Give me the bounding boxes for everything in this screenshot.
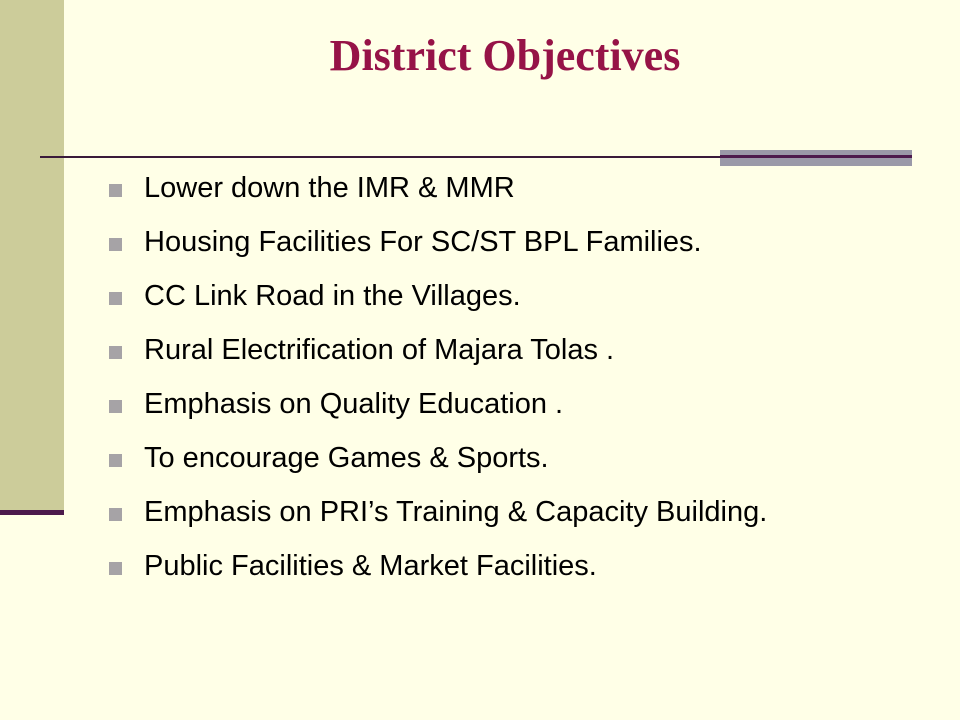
title-divider — [40, 156, 720, 158]
side-decoration-line — [0, 510, 64, 515]
list-item — [108, 226, 938, 259]
square-bullet-icon — [109, 292, 122, 305]
slide-title: District Objectives — [329, 31, 681, 80]
list-item — [108, 280, 938, 313]
list-item — [108, 172, 938, 205]
list-item — [108, 388, 938, 421]
list-item-text: CC Link Road in the Villages. — [144, 280, 521, 312]
list-item — [108, 334, 938, 367]
square-bullet-icon — [109, 508, 122, 521]
square-bullet-icon — [109, 184, 122, 197]
title-divider-accent-line — [720, 155, 912, 158]
square-bullet-icon — [109, 346, 122, 359]
list-item — [108, 550, 938, 583]
objectives-list — [108, 172, 938, 604]
square-bullet-icon — [109, 238, 122, 251]
title-divider-accent — [720, 150, 912, 166]
list-item-text: Public Facilities & Market Facilities. — [144, 550, 597, 582]
square-bullet-icon — [109, 562, 122, 575]
list-item-text: Lower down the IMR & MMR — [144, 172, 515, 204]
list-item — [108, 442, 938, 475]
list-item-text: To encourage Games & Sports. — [144, 442, 549, 474]
list-item-text: Emphasis on PRI’s Training & Capacity Building. — [144, 496, 768, 528]
list-item-text: Rural Electrification of Majara Tolas . — [144, 334, 615, 366]
list-item-text: Housing Facilities For SC/ST BPL Families. — [144, 226, 702, 258]
list-item-text: Emphasis on Quality Education . — [144, 388, 564, 420]
square-bullet-icon — [109, 454, 122, 467]
list-item — [108, 496, 938, 529]
square-bullet-icon — [109, 400, 122, 413]
